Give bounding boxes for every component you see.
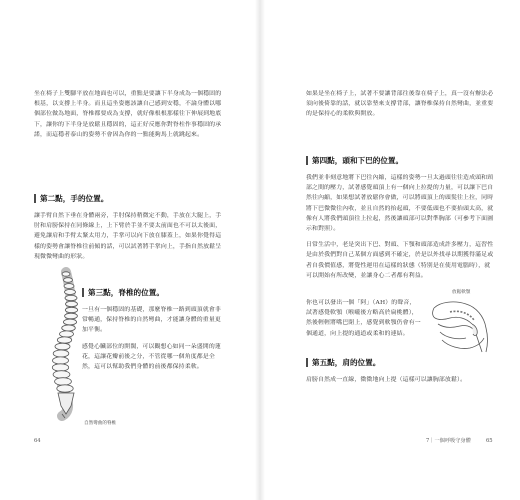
section4-title: 第四點，頭和下巴的位置。 <box>312 156 404 165</box>
section5-body <box>306 375 496 391</box>
spine-caption: 自然彎曲的脊椎 <box>84 421 117 426</box>
section2-text: 讓手臂自然下垂在身體兩旁，手肘保持稍微定不動，手放在大腿上，手肘和肩膀保持在同條線上，上下臂於手並不要太前面也不可以太後面，避免讓肩和手臂太緊太用力，手掌可以向下放在膝蓋上，如果你覺得這樣的姿勢會讓脊椎往前傾的話，可以試著將手掌向上，手指自然放鬆呈現微微彎曲的形狀。 <box>34 213 222 260</box>
section4-text-1: 我們並非刻意地將下巴往內縮，這樣的姿勢一旦太過頭往往造成頭和頸部之間的壓力，試著感覺頭頂上有一個向上拉提的力量，可以讓下巴自然往內縮，如果想試著放鬆你會做，可以將頭頂上的頭髮往上拉，同時將下巴微微往內收，並且自然的抬起頭，不要低頭也不要抬頭太高，就像有人將我們頭頂往上拉起，然後讓頭部可以對準胸部（可參考下面圖示和對照）。 <box>306 175 494 233</box>
section5-text: 肩膀自然成一直線，微微地向上提（這樣可以讓胸部放鬆）。 <box>306 377 467 383</box>
right-page <box>260 0 520 500</box>
palate-caption: 放鬆軟顎 <box>452 290 471 295</box>
section3-text-2: 感覺心臟部位的開闊，可以觀想心如同一朵盛開的蓮花，這讓花瓣前後之分，不管從哪一個角度都是全然，這可以幫助我們身體的前後都保持柔軟。 <box>82 343 221 371</box>
left-page-number: 64 <box>34 438 41 444</box>
left-intro-block <box>34 89 224 146</box>
section5-heading <box>306 357 380 368</box>
section4-body <box>306 173 496 287</box>
heading-bar-icon <box>34 194 36 203</box>
right-page-number: 65 <box>486 438 493 444</box>
heading-bar-icon <box>306 358 308 367</box>
heading-bar-icon <box>306 156 308 165</box>
left-intro-paragraph: 坐在椅子上雙腳平放在地面也可以，重點是要讓下半身成為一個穩固的根基，以支撐上半身。而且這坐姿應該讓自己感到安穩，不論身體以哪個部位做為地面，脊椎都要成為支撐，就好像根根那樣往下伸展到地底下，讓你的下半身是放鬆且穩固的，這正好反應你對脊柱作事穩固的承諾，而這穩者泰山的姿勢不會因為你的一點能夠馬上就跳起來。 <box>34 91 222 138</box>
right-intro-block <box>306 89 496 126</box>
section3-title: 第三點，脊椎的位置。 <box>88 288 164 297</box>
section2-body <box>34 211 224 268</box>
section4-body-aside <box>306 298 421 345</box>
section4-text-2: 日常生活中，老是突出下巴、對頭、下顎和頭部造成許多壓力，這習性是由於我們對自己某個方面感到不確定，於是以外找尋以期獲得滿足或者自我價值感，將覺性運用在這樣的狀態（特別是在使用電腦時），就可以開始有所改變，並讓身心二者都有利益。 <box>306 242 494 279</box>
section3-text-1: 一旦有一個穩固的基礎，那麼脊椎一路到頭頂就會非常暢通，保持脊椎的自然彎曲，才能讓身體的重量更加平衡。 <box>82 307 221 334</box>
section2-title: 第二點，手的位置。 <box>40 194 109 203</box>
section3-heading <box>82 287 164 298</box>
section5-title: 第五點，肩的位置。 <box>312 358 381 367</box>
soft-palate-illustration-icon <box>430 298 494 354</box>
section3-body <box>82 305 224 378</box>
right-intro-paragraph: 如果是坐在椅子上，試著不要讓背部往後靠在椅子上，真一沒有辦法必須向後倚靠的話，就以靠墊來支撐背部，讓脊椎保持自然彎曲，並重要的是保持心的柔軟與開放。 <box>306 91 494 118</box>
section4-heading <box>306 155 403 166</box>
section4-text-3: 你也可以發出一個「阿」（AH）的聲音，試著感覺軟顎（喉嚨後方略高於扁桃體），然後輕輕將嘴巴閉上，感覺到軟顎仍會有一個通道，向上提的通道或柔和的連結。 <box>306 300 421 337</box>
heading-bar-icon <box>82 288 84 297</box>
running-footer: 7｜一個呼吸守身體 <box>426 438 471 444</box>
section2-heading <box>34 193 108 204</box>
